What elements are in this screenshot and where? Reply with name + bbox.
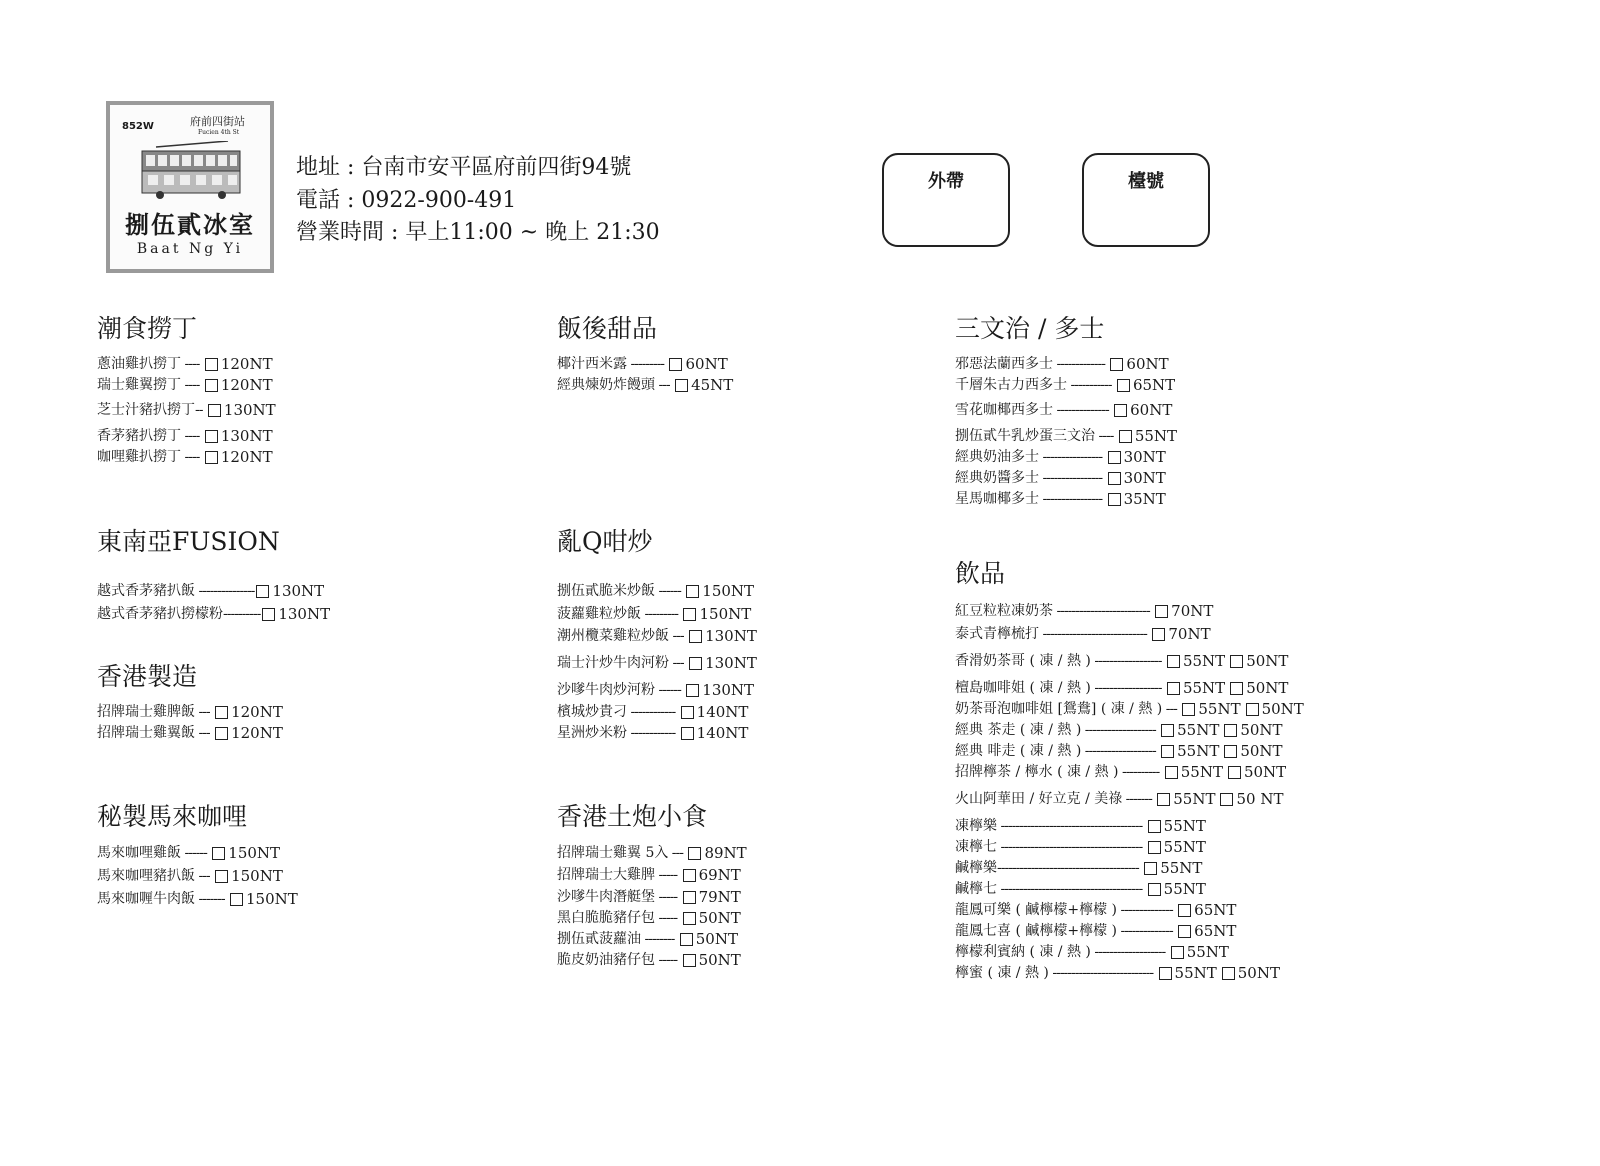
item-leader: ---------	[641, 606, 682, 622]
item-name: 凍檸七	[955, 839, 997, 855]
item-price: 55NT	[1163, 880, 1206, 898]
item-name: 馬來咖喱牛肉飯	[97, 891, 195, 907]
menu-item	[955, 401, 1172, 419]
menu-item	[955, 721, 1283, 739]
item-name: 蔥油雞扒撈丁	[97, 356, 181, 372]
menu-item	[955, 922, 1236, 940]
item-leader: ----------------	[1039, 470, 1106, 486]
item-leader: ---	[669, 655, 688, 671]
item-leader: -----------	[1067, 377, 1115, 393]
order-checkbox[interactable]	[205, 451, 218, 464]
menu-item	[557, 627, 757, 645]
item-leader: ------	[181, 845, 211, 861]
table-number-label: 檯號	[1128, 171, 1164, 192]
item-leader: ------	[655, 583, 685, 599]
item-leader: -----	[655, 910, 681, 926]
item-price: 35NT	[1123, 490, 1166, 508]
item-name: 黑白脆脆豬仔包	[557, 910, 655, 926]
menu-item	[97, 703, 283, 721]
item-price-alt: 50NT	[1246, 652, 1289, 670]
item-leader: ----------------------------	[1039, 626, 1151, 642]
item-leader: ---	[669, 628, 688, 644]
item-name: 千層朱古力西多士	[955, 377, 1067, 393]
menu-item	[955, 880, 1206, 898]
order-checkbox[interactable]	[1114, 404, 1127, 417]
phone: 電話 : 0922-900-491	[296, 188, 517, 213]
menu-item	[557, 866, 741, 884]
order-checkbox[interactable]	[1178, 925, 1191, 938]
item-name: 經典煉奶炸饅頭	[557, 377, 655, 393]
menu-item	[955, 742, 1283, 760]
order-checkbox[interactable]	[262, 608, 275, 621]
item-price: 55NT	[1182, 652, 1226, 670]
order-checkbox[interactable]	[1148, 820, 1161, 833]
item-price-alt: 50NT	[1237, 964, 1280, 982]
item-leader: -----	[655, 952, 681, 968]
item-leader: --------------------------------------	[997, 839, 1146, 855]
order-checkbox[interactable]	[683, 954, 696, 967]
order-checkbox[interactable]	[1171, 946, 1184, 959]
order-checkbox[interactable]	[1148, 883, 1161, 896]
item-price: 150NT	[231, 867, 283, 885]
item-price: 55NT	[1177, 742, 1220, 760]
item-leader: -----	[655, 889, 681, 905]
item-name: 捌伍貳脆米炒飯	[557, 583, 655, 599]
item-name: 馬來咖哩雞飯	[97, 845, 181, 861]
item-leader: -------	[1122, 791, 1156, 807]
takeout-box[interactable]	[882, 153, 1010, 247]
order-checkbox[interactable]	[683, 608, 696, 621]
item-price: 120NT	[231, 703, 283, 721]
item-name: 瑞士雞翼撈丁	[97, 377, 181, 393]
item-price: 60NT	[1130, 401, 1173, 419]
order-checkbox[interactable]	[205, 358, 218, 371]
item-name: 檳城炒貴刁	[557, 704, 627, 720]
item-name: 雪花咖椰西多士	[955, 402, 1053, 418]
table-number-box[interactable]	[1082, 153, 1210, 247]
menu-item	[955, 625, 1211, 643]
item-name: 星馬咖椰多士	[955, 491, 1039, 507]
item-name: 龍鳳可樂 ( 鹹檸檬+檸檬 )	[955, 902, 1118, 918]
item-price: 89NT	[704, 844, 747, 862]
item-leader: ---	[668, 845, 687, 861]
item-leader: ------	[655, 682, 685, 698]
item-leader: -------	[195, 891, 229, 907]
order-checkbox[interactable]	[680, 933, 693, 946]
item-leader: ----------	[223, 606, 261, 622]
order-checkbox-alt[interactable]	[1230, 682, 1243, 695]
item-name: 經典 啡走 ( 凍 / 熱 )	[955, 743, 1082, 759]
item-name: 招牌瑞士雞脾飯	[97, 704, 195, 720]
order-checkbox[interactable]	[1108, 493, 1121, 506]
item-leader: ----	[181, 449, 203, 465]
tram-icon	[136, 141, 246, 201]
item-price: 130NT	[702, 681, 755, 699]
section-title: 飯後甜品	[557, 314, 658, 343]
menu-item	[557, 724, 748, 742]
order-checkbox[interactable]	[1152, 628, 1165, 641]
menu-item	[955, 859, 1202, 877]
order-checkbox[interactable]	[686, 585, 699, 598]
item-leader: ------------	[627, 704, 679, 720]
order-checkbox[interactable]	[1161, 724, 1174, 737]
menu-item	[557, 703, 748, 721]
menu-item	[955, 679, 1288, 697]
item-name: 捌伍貳牛乳炒蛋三文治	[955, 428, 1095, 444]
item-leader: --------	[641, 931, 678, 947]
item-name: 凍檸樂	[955, 818, 997, 834]
section-title: 香港製造	[97, 662, 198, 691]
item-name: 馬來咖哩豬扒飯	[97, 868, 195, 884]
order-checkbox[interactable]	[688, 847, 701, 860]
item-price: 120NT	[220, 355, 273, 373]
item-leader: ---	[195, 725, 214, 741]
item-leader: -------------------	[1081, 722, 1160, 738]
order-checkbox[interactable]	[1167, 655, 1180, 668]
order-checkbox[interactable]	[256, 585, 269, 598]
menu-item	[557, 582, 754, 600]
menu-item	[557, 844, 747, 862]
item-price-alt: 50NT	[1240, 721, 1283, 739]
item-leader: --	[195, 402, 206, 418]
menu-item	[557, 681, 754, 699]
item-price-alt: 50NT	[1243, 763, 1287, 781]
item-leader: ----------------	[1039, 491, 1106, 507]
menu-item	[97, 605, 330, 623]
menu-item	[955, 964, 1280, 982]
item-price: 130NT	[278, 605, 331, 623]
item-price: 120NT	[220, 376, 273, 394]
item-name: 奶茶哥泡咖啡姐 [鴛鴦] ( 凍 / 熱 )	[955, 701, 1163, 717]
section-title: 亂Q咁炒	[557, 527, 653, 556]
item-name: 邪惡法蘭西多士	[955, 356, 1053, 372]
menu-item	[557, 909, 741, 927]
item-price: 150NT	[246, 890, 298, 908]
order-checkbox[interactable]	[215, 870, 228, 883]
item-leader: -----	[655, 867, 681, 883]
order-checkbox-alt[interactable]	[1222, 967, 1235, 980]
item-leader: ------------------	[1090, 680, 1165, 696]
item-leader: ----------	[1118, 764, 1163, 780]
order-checkbox[interactable]	[1157, 793, 1170, 806]
item-price: 150NT	[699, 605, 752, 623]
item-name: 菠蘿雞粒炒飯	[557, 606, 641, 622]
item-name: 瑞士汁炒牛肉河粉	[557, 655, 669, 671]
menu-item	[557, 376, 733, 394]
menu-item	[97, 427, 273, 445]
item-name: 香滑奶茶哥 ( 凍 / 熱 )	[955, 653, 1091, 669]
order-checkbox[interactable]	[1155, 605, 1168, 618]
item-leader: ------------------	[1090, 653, 1165, 669]
item-price: 79NT	[698, 888, 741, 906]
item-price: 45NT	[691, 376, 734, 394]
item-leader: --------------------------------------	[997, 818, 1146, 834]
order-checkbox[interactable]	[1182, 703, 1195, 716]
item-price: 130NT	[705, 654, 757, 672]
order-checkbox[interactable]	[1108, 451, 1121, 464]
item-name: 鹹檸樂	[955, 860, 997, 876]
menu-item	[955, 602, 1213, 620]
item-price: 130NT	[272, 582, 325, 600]
item-price: 55NT	[1160, 859, 1203, 877]
item-leader: ----	[181, 377, 203, 393]
menu-item	[97, 867, 283, 885]
menu-item	[557, 888, 741, 906]
item-price: 130NT	[223, 401, 276, 419]
menu-item	[955, 652, 1288, 670]
item-price: 55NT	[1182, 679, 1226, 697]
item-leader: -------------------	[1090, 944, 1169, 960]
item-name: 檸蜜 ( 凍 / 熱 )	[955, 965, 1049, 981]
menu-item	[955, 763, 1286, 781]
item-name: 招牌檸茶 / 檸水 ( 凍 / 熱 )	[955, 764, 1119, 780]
order-checkbox[interactable]	[1167, 682, 1180, 695]
menu-item	[955, 817, 1206, 835]
item-price: 130NT	[220, 427, 273, 445]
item-name: 潮州欖菜雞粒炒飯	[557, 628, 669, 644]
item-name: 招牌瑞士雞翼飯	[97, 725, 195, 741]
item-leader: ---------------------------	[1048, 965, 1157, 981]
menu-item	[955, 376, 1175, 394]
order-checkbox[interactable]	[683, 869, 696, 882]
item-price-alt: 50 NT	[1236, 790, 1284, 808]
item-price-alt: 50NT	[1240, 742, 1283, 760]
section-title: 東南亞FUSION	[97, 527, 280, 556]
item-price: 55NT	[1186, 943, 1229, 961]
menu-item	[97, 890, 298, 908]
menu-item	[955, 943, 1229, 961]
logo-code: 852W	[122, 121, 154, 132]
menu-item	[557, 605, 751, 623]
order-checkbox-alt[interactable]	[1220, 793, 1233, 806]
item-name: 香茅豬扒撈丁	[97, 428, 181, 444]
item-name: 脆皮奶油豬仔包	[557, 952, 655, 968]
item-name: 經典 茶走 ( 凍 / 熱 )	[955, 722, 1082, 738]
section-title: 飲品	[955, 559, 1006, 588]
item-price: 70NT	[1171, 602, 1214, 620]
menu-item	[955, 448, 1166, 466]
item-price: 70NT	[1168, 625, 1211, 643]
section-title: 香港土炮小食	[557, 802, 708, 831]
item-name: 越式香茅豬扒飯	[97, 583, 195, 599]
section-title: 秘製馬來咖哩	[97, 802, 248, 831]
order-checkbox[interactable]	[669, 358, 682, 371]
order-checkbox[interactable]	[683, 912, 696, 925]
item-price: 55NT	[1163, 817, 1206, 835]
restaurant-logo	[106, 101, 274, 273]
item-price: 65NT	[1194, 901, 1237, 919]
item-name: 芝士汁豬扒撈丁	[97, 402, 195, 418]
item-leader: -------------------------	[1053, 603, 1154, 619]
item-name: 椰汁西米露	[557, 356, 627, 372]
logo-name-zh: 捌伍貳冰室	[125, 210, 255, 239]
item-price: 60NT	[685, 355, 728, 373]
item-price: 55NT	[1174, 964, 1217, 982]
item-name: 火山阿華田 / 好立克 / 美祿	[955, 791, 1123, 807]
item-leader: ----------------	[1039, 449, 1106, 465]
order-checkbox[interactable]	[205, 430, 218, 443]
item-name: 星洲炒米粉	[557, 725, 627, 741]
menu-item	[557, 951, 741, 969]
order-checkbox-alt[interactable]	[1230, 655, 1243, 668]
item-name: 沙嗲牛肉潛艇堡	[557, 889, 655, 905]
section-title: 潮食撈丁	[97, 314, 198, 343]
order-checkbox[interactable]	[1108, 472, 1121, 485]
menu-item	[955, 490, 1166, 508]
order-checkbox[interactable]	[1161, 745, 1174, 758]
section-title: 三文治 / 多士	[955, 314, 1105, 343]
order-checkbox[interactable]	[205, 379, 218, 392]
order-checkbox-alt[interactable]	[1224, 724, 1237, 737]
item-price-alt: 50NT	[1261, 700, 1304, 718]
item-leader: --------------	[1053, 402, 1113, 418]
order-checkbox[interactable]	[1178, 904, 1191, 917]
menu-item	[557, 930, 738, 948]
order-checkbox[interactable]	[230, 893, 243, 906]
item-leader: --------------	[1117, 923, 1177, 939]
order-checkbox[interactable]	[1159, 967, 1172, 980]
menu-item	[557, 654, 757, 672]
order-checkbox[interactable]	[212, 847, 225, 860]
item-name: 捌伍貳菠蘿油	[557, 931, 641, 947]
logo-name-en: Baat Ng Yi	[136, 241, 244, 257]
menu-item	[97, 582, 324, 600]
order-checkbox-alt[interactable]	[1246, 703, 1259, 716]
item-price: 60NT	[1126, 355, 1169, 373]
item-leader: ---	[195, 868, 214, 884]
item-name: 泰式青檸梳打	[955, 626, 1039, 642]
item-leader: ---------------	[195, 583, 255, 599]
item-price: 140NT	[696, 724, 749, 742]
item-name: 經典奶油多士	[955, 449, 1039, 465]
order-checkbox[interactable]	[1148, 841, 1161, 854]
logo-station-en: Fucien 4th St	[198, 129, 240, 136]
menu-item	[97, 724, 283, 742]
item-price: 55NT	[1134, 427, 1178, 445]
order-checkbox[interactable]	[681, 706, 694, 719]
menu-item	[955, 838, 1206, 856]
item-leader: ---	[195, 704, 214, 720]
item-price: 55NT	[1177, 721, 1220, 739]
menu-item	[97, 401, 276, 419]
menu-item	[955, 901, 1236, 919]
item-price: 30NT	[1123, 469, 1166, 487]
menu-item	[955, 427, 1177, 445]
menu-item	[955, 355, 1169, 373]
item-price: 55NT	[1163, 838, 1206, 856]
item-price: 150NT	[228, 844, 281, 862]
item-price: 130NT	[705, 627, 757, 645]
item-name: 經典奶醬多士	[955, 470, 1039, 486]
menu-item	[955, 700, 1304, 718]
item-price: 150NT	[702, 582, 755, 600]
item-leader: -------------------	[1081, 743, 1160, 759]
item-price: 65NT	[1194, 922, 1237, 940]
item-leader: --------------------------------------	[997, 881, 1146, 897]
order-checkbox[interactable]	[215, 706, 228, 719]
item-name: 咖哩雞扒撈丁	[97, 449, 181, 465]
order-checkbox[interactable]	[1117, 379, 1130, 392]
order-checkbox[interactable]	[208, 404, 221, 417]
item-leader: -------------	[1053, 356, 1109, 372]
menu-item	[557, 355, 728, 373]
item-leader: ---	[1162, 701, 1181, 717]
item-leader: ----	[181, 356, 203, 372]
item-name: 鹹檸七	[955, 881, 997, 897]
menu-item	[955, 790, 1283, 808]
item-name: 檀島咖啡姐 ( 凍 / 熱 )	[955, 680, 1091, 696]
item-name: 越式香茅豬扒撈檬粉	[97, 606, 223, 622]
item-name: 紅豆粒粒凍奶茶	[955, 603, 1053, 619]
item-name: 沙嗲牛肉炒河粉	[557, 682, 655, 698]
item-leader: --------------------------------------	[997, 860, 1143, 876]
order-checkbox[interactable]	[215, 727, 228, 740]
order-checkbox-alt[interactable]	[1224, 745, 1237, 758]
item-price: 55NT	[1180, 763, 1223, 781]
order-checkbox[interactable]	[689, 657, 702, 670]
order-checkbox[interactable]	[681, 727, 694, 740]
item-price-alt: 50NT	[1246, 679, 1289, 697]
menu-item	[97, 448, 273, 466]
order-checkbox[interactable]	[689, 630, 702, 643]
menu-item	[97, 844, 280, 862]
order-checkbox[interactable]	[1144, 862, 1157, 875]
order-checkbox[interactable]	[1165, 766, 1178, 779]
item-leader: ---	[655, 377, 674, 393]
order-checkbox[interactable]	[686, 684, 699, 697]
logo-station: 府前四街站	[190, 115, 245, 128]
item-price: 65NT	[1132, 376, 1176, 394]
item-name: 招牌瑞士大雞脾	[557, 867, 655, 883]
menu-item	[97, 376, 273, 394]
item-leader: ------------	[627, 725, 679, 741]
item-name: 龍鳳七喜 ( 鹹檸檬+檸檬 )	[955, 923, 1118, 939]
item-price: 55NT	[1173, 790, 1216, 808]
item-leader: --------------	[1117, 902, 1177, 918]
item-price: 50NT	[698, 909, 741, 927]
item-price: 55NT	[1198, 700, 1241, 718]
item-leader: ----	[1095, 428, 1117, 444]
item-leader: ---------	[627, 356, 668, 372]
item-price: 50NT	[695, 930, 738, 948]
order-checkbox-alt[interactable]	[1228, 766, 1241, 779]
item-price: 140NT	[696, 703, 749, 721]
item-price: 120NT	[231, 724, 283, 742]
order-checkbox[interactable]	[683, 891, 696, 904]
address: 地址 : 台南市安平區府前四街94號	[296, 155, 632, 180]
item-price: 69NT	[698, 866, 741, 884]
takeout-label: 外帶	[928, 171, 964, 192]
item-price: 50NT	[698, 951, 741, 969]
item-price: 120NT	[220, 448, 273, 466]
item-name: 檸檬利賓納 ( 凍 / 熱 )	[955, 944, 1091, 960]
order-checkbox[interactable]	[675, 379, 688, 392]
menu-item	[955, 469, 1166, 487]
item-leader: ----	[181, 428, 203, 444]
item-price: 30NT	[1123, 448, 1166, 466]
business-hours: 營業時間 : 早上11:00 ~ 晚上 21:30	[296, 220, 660, 245]
menu-item	[97, 355, 273, 373]
order-checkbox[interactable]	[1119, 430, 1132, 443]
item-name: 招牌瑞士雞翼 5入	[557, 845, 669, 861]
order-checkbox[interactable]	[1110, 358, 1123, 371]
